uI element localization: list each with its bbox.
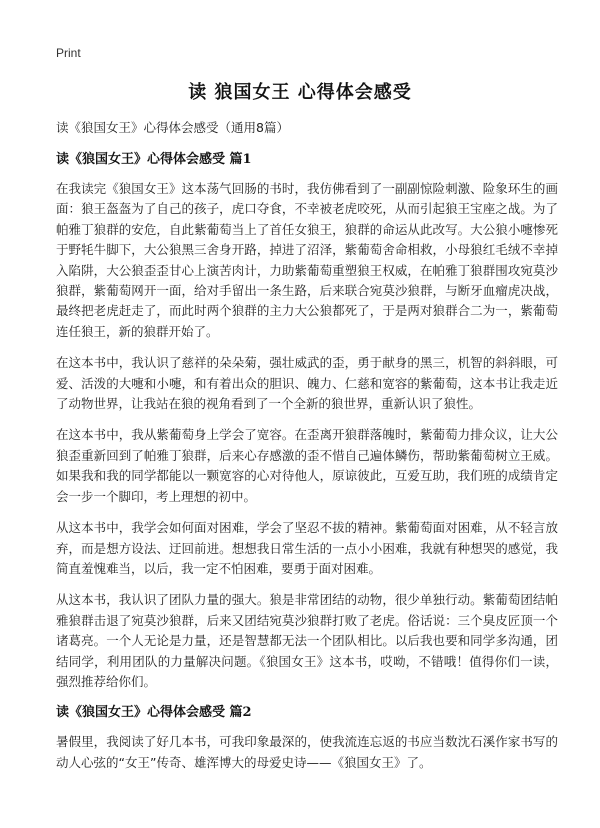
section-heading: 读《狼国女王》心得体会感受 篇1	[56, 152, 252, 167]
paragraph: 在这本书中，我认识了慈祥的朵朵菊，强壮威武的歪，勇于献身的黑三，机智的斜斜眼，可爱、活泼的大嚏和小嚏，和有着出众的胆识、魄力、仁慈和宽容的紫葡萄，这本书让我走近了动物世界，让我站在狼的视角看到了一个全新的狼世界，重新认识了狼性。	[56, 355, 558, 412]
document-subtitle: 读《狼国女王》心得体会感受（通用8篇）	[56, 120, 289, 135]
print-link[interactable]: Print	[56, 46, 81, 60]
paragraph: 在我读完《狼国女王》这本荡气回肠的书时，我仿佛看到了一副副惊险刺激、险象环生的画面：狼王盔盔为了自己的孩子，虎口夺食，不幸被老虎咬死，从而引起狼王宝座之战。为了帕雅丁狼群的安危，自此紫葡萄当上了首任女狼王，狼群的命运从此改写。大公狼小嚏惨死于野牦牛脚下，大公狼黑三舍身开路，掉进了沼泽，紫葡萄舍命相救，小母狼红毛绒不幸掉入陷阱，大公狼歪歪甘心上演苦肉计，力助紫葡萄重塑狼王权威，在帕雅丁狼群围攻宛莫沙狼群，紫葡萄网开一面，给对手留出一条生路，后来联合宛莫沙狼群，与断牙血瘤虎决战，最终把老虎赶走了，而此时两个狼群的主力大公狼都死了，于是两对狼群合二为一，紫葡萄连任狼王，新的狼群开始了。	[56, 181, 558, 339]
essay-section-2	[56, 703, 558, 773]
page-title: 读 狼国女王 心得体会感受	[188, 82, 412, 103]
document-body	[56, 118, 558, 784]
section-heading: 读《狼国女王》心得体会感受 篇2	[56, 705, 252, 721]
paragraph: 在这本书中，我从紫葡萄身上学会了宽容。在歪离开狼群落魄时，紫葡萄力排众议，让大公狼歪重新回到了帕雅丁狼群，后来心存感激的歪不惜自己遍体鳞伤，帮助紫葡萄树立王威。如果我和我的同学都能以一颗宽容的心对待他人，原谅彼此，互爱互助，我们班的成绩肯定会一步一个脚印，考上理想的初中。	[56, 427, 558, 504]
essay-section-1	[56, 150, 558, 692]
paragraph: 暑假里，我阅读了好几本书，可我印象最深的，使我流连忘返的书应当数沈石溪作家书写的动人心弦的“女王”传奇、雄浑博大的母爱史诗——《狼国女王》了。	[56, 734, 558, 770]
paragraph: 从这本书，我认识了团队力量的强大。狼是非常团结的动物，很少单独行动。紫葡萄团结帕雅狼群击退了宛莫沙狼群，后来又团结宛莫沙狼群打败了老虎。俗话说：三个臭皮匠顶一个诸葛亮。一个人无论是力量，还是智慧都无法一个团队相比。以后我也要和同学多沟通，团结同学，利用团队的力量解决问题。《狼国女王》这本书，哎呦，不错哦！值得你们一读，强烈推荐给你们。	[56, 592, 558, 689]
paragraph: 从这本书中，我学会如何面对困难，学会了坚忍不拔的精神。紫葡萄面对困难，从不轻言放弃，而是想方设法、迂回前进。想想我日常生活的一点小小困难，我就有种想哭的感觉，我简直羞愧难当，以后，我一定不怕困难，要勇于面对困难。	[56, 520, 558, 576]
